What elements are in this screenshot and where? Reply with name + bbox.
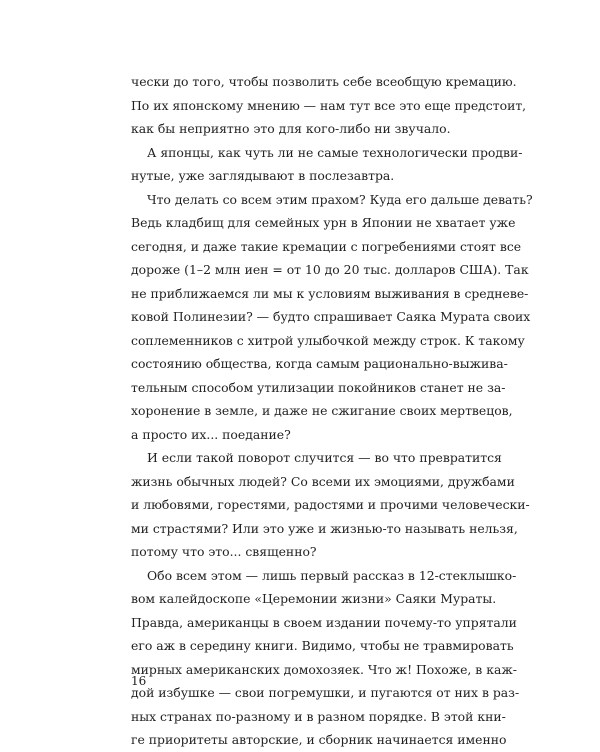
text-line: не приближаемся ли мы к условиям выживания в средневе- bbox=[131, 285, 529, 301]
text-line: состоянию общества, когда самым рационально-выжива- bbox=[131, 356, 508, 371]
text-line: тельным способом утилизации покойников станет не за- bbox=[131, 379, 506, 395]
text-line: ге приоритеты авторские, и сборник начинается именно bbox=[131, 732, 507, 747]
paragraph-first-line: Обо всем этом — лишь первый рассказ в 12-стеклышко- bbox=[147, 567, 517, 583]
text-line: дой избушке — свои погремушки, и пугаются от них в раз- bbox=[131, 685, 520, 700]
text-line: мирных американских домохозяек. Что ж! Похоже, в каж- bbox=[131, 661, 517, 677]
text-line: сегодня, и даже такие кремации с погребениями стоят все bbox=[131, 238, 522, 254]
text-line: а просто их... поедание? bbox=[131, 426, 291, 442]
text-line: чески до того, чтобы позволить себе всеобщую кремацию. bbox=[131, 74, 517, 89]
text-line: хоронение в земле, и даже не сжигание своих мертвецов, bbox=[131, 403, 513, 418]
text-line: жизнь обычных людей? Со всеми их эмоциями, дружбами bbox=[131, 473, 515, 489]
text-line: Правда, американцы в своем издании почему-то упрятали bbox=[131, 614, 517, 630]
text-line: Ведь кладбищ для семейных урн в Японии не хватает уже bbox=[131, 215, 516, 230]
text-line: ми страстями? Или это уже и жизнью-то называть нельзя, bbox=[131, 520, 518, 536]
text-line: соплеменников с хитрой улыбочкой между строк. К такому bbox=[131, 332, 525, 348]
body-text bbox=[131, 70, 533, 752]
text-line: ных странах по-разному и в разном порядке. В этой кни- bbox=[131, 708, 506, 724]
text-line: нутые, уже заглядывают в послезавтра. bbox=[131, 168, 395, 183]
text-line: вом калейдоскопе «Церемонии жизни» Саяки Мураты. bbox=[131, 591, 497, 606]
page-number: 16 bbox=[131, 674, 147, 688]
text-line: его аж в середину книги. Видимо, чтобы не травмировать bbox=[131, 638, 514, 653]
text-line: По их японскому мнению — нам тут все это еще предстоит, bbox=[131, 97, 527, 113]
paragraph-first-line: А японцы, как чуть ли не самые технологически продви- bbox=[147, 144, 523, 160]
text-line: ковой Полинезии? — будто спрашивает Саяка Мурата своих bbox=[131, 309, 531, 324]
text-line: дороже (1–2 млн иен = от 10 до 20 тыс. долларов США). Так bbox=[131, 262, 529, 277]
paragraph-first-line: Что делать со всем этим прахом? Куда его дальше девать? bbox=[147, 191, 533, 207]
text-line: и любовями, горестями, радостями и прочими человечески- bbox=[131, 497, 530, 512]
paragraph-first-line: И если такой поворот случится — во что превратится bbox=[147, 450, 502, 465]
text-line: потому что это... священно? bbox=[131, 544, 317, 559]
text-line: как бы неприятно это для кого-либо ни звучало. bbox=[131, 121, 451, 136]
